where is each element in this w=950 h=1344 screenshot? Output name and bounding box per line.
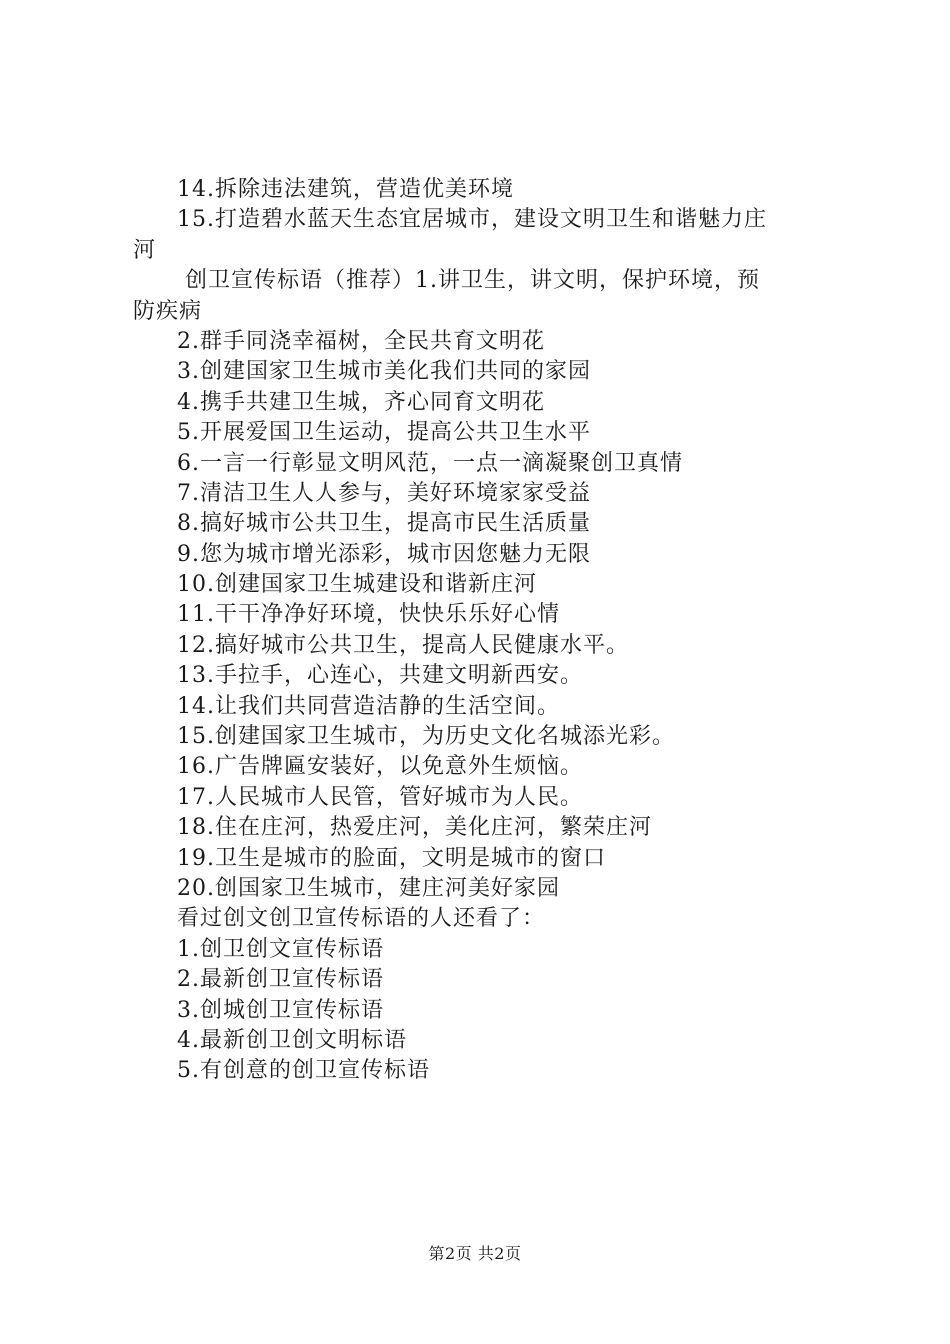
slogan-item: 19.卫生是城市的脸面，文明是城市的窗口	[177, 845, 606, 871]
related-link[interactable]: 1.创卫创文宣传标语	[177, 936, 384, 962]
related-heading: 看过创文创卫宣传标语的人还看了：	[177, 906, 546, 932]
text-line-continuation: 防疾病	[133, 298, 203, 324]
slogan-item: 6.一言一行彰显文明风范，一点一滴凝聚创卫真情	[177, 450, 683, 476]
slogan-item: 12.搞好城市公共卫生，提高人民健康水平。	[177, 632, 629, 658]
recommend-heading-line: 创卫宣传标语（推荐）1.讲卫生，讲文明，保护环境，预	[185, 268, 760, 294]
text-line: 14.拆除违法建筑，营造优美环境	[177, 177, 514, 202]
related-link[interactable]: 2.最新创卫宣传标语	[177, 967, 384, 993]
slogan-item: 18.住在庄河，热爱庄河，美化庄河，繁荣庄河	[177, 815, 652, 841]
slogan-item: 13.手拉手，心连心，共建文明新西安。	[177, 663, 583, 689]
slogan-item: 10.创建国家卫生城建设和谐新庄河	[177, 572, 537, 598]
text-line: 15.打造碧水蓝天生态宜居城市，建设文明卫生和谐魅力庄	[177, 207, 767, 233]
slogan-item: 14.让我们共同营造洁静的生活空间。	[177, 693, 560, 719]
slogan-item: 17.人民城市人民管，管好城市为人民。	[177, 784, 583, 810]
text-line-continuation: 河	[133, 237, 157, 263]
related-link[interactable]: 5.有创意的创卫宣传标语	[177, 1058, 430, 1084]
slogan-item: 15.创建国家卫生城市，为历史文化名城添光彩。	[177, 724, 675, 750]
slogan-item: 5.开展爱国卫生运动，提高公共卫生水平	[177, 420, 591, 446]
slogan-item: 2.群手同浇幸福树，全民共育文明花	[177, 328, 545, 354]
slogan-item: 4.携手共建卫生城，齐心同育文明花	[177, 389, 545, 415]
slogan-item: 9.您为城市增光添彩，城市因您魅力无限	[177, 541, 591, 567]
slogan-item: 8.搞好城市公共卫生，提高市民生活质量	[177, 511, 591, 537]
related-link[interactable]: 3.创城创卫宣传标语	[177, 997, 384, 1023]
slogan-item: 16.广告牌匾安装好，以免意外生烦恼。	[177, 754, 583, 780]
document-body	[133, 175, 833, 1087]
slogan-item: 20.创国家卫生城市，建庄河美好家园	[177, 875, 560, 901]
slogan-item: 3.创建国家卫生城市美化我们共同的家园	[177, 359, 591, 385]
related-link[interactable]: 4.最新创卫创文明标语	[177, 1027, 407, 1053]
slogan-item: 7.清洁卫生人人参与，美好环境家家受益	[177, 480, 591, 506]
page-number-footer: 第2页 共2页	[428, 1244, 522, 1263]
slogan-item: 11.干干净净好环境，快快乐乐好心情	[177, 602, 560, 628]
